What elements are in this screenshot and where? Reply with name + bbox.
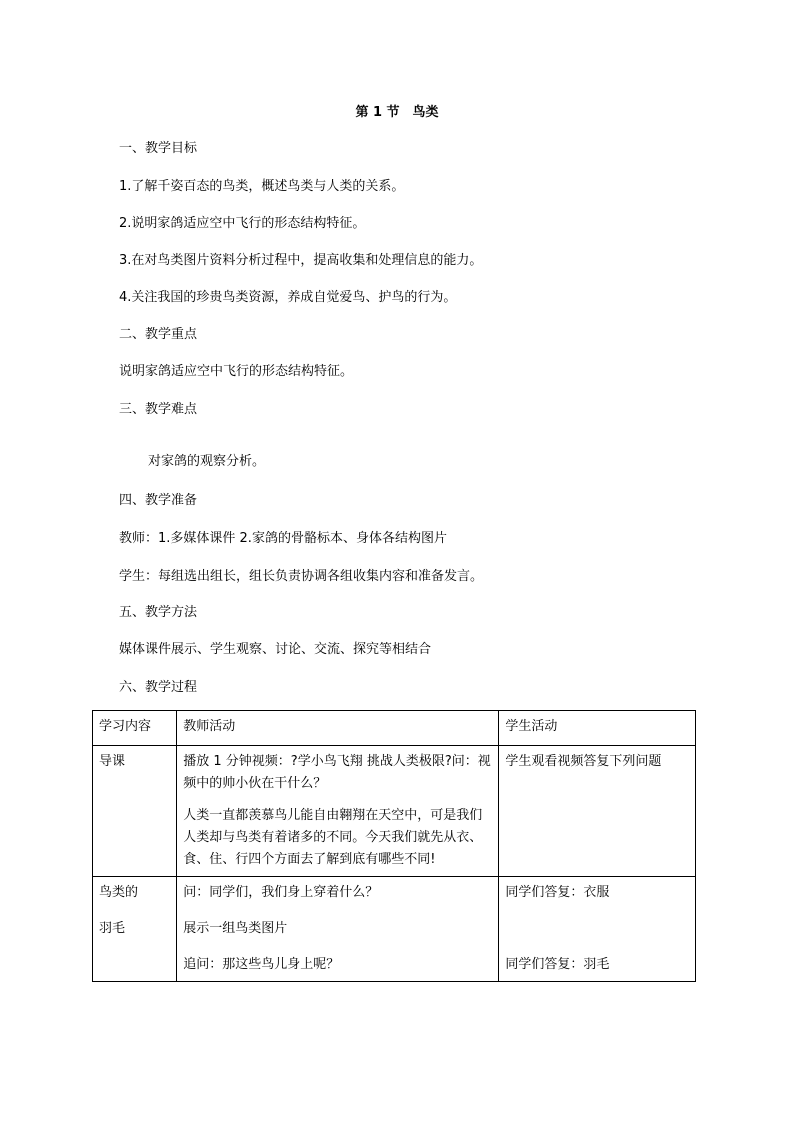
- difficulty-text: 对家鸽的观察分析。: [148, 454, 266, 469]
- key-points-heading: 二、教学重点: [119, 327, 198, 342]
- student-line: 同学们答复：羽毛: [505, 957, 610, 972]
- teacher-line: 追问：那这些鸟儿身上呢？: [183, 957, 340, 972]
- header-student: 学生活动: [499, 711, 696, 746]
- row-content: [93, 877, 177, 982]
- preparation-teacher: 教师：1.多媒体课件 2.家鸽的骨骼标本、身体各结构图片: [119, 531, 447, 546]
- preparation-heading: 四、教学准备: [119, 493, 198, 508]
- row-content: 导课: [93, 746, 177, 877]
- goal-item: 3.在对鸟类图片资料分析过程中，提高收集和处理信息的能力。: [119, 253, 483, 268]
- content-line: 羽毛: [99, 921, 126, 936]
- lesson-process-table: [92, 710, 696, 982]
- process-heading: 六、教学过程: [119, 680, 198, 695]
- preparation-student: 学生：每组选出组长，组长负责协调各组收集内容和准备发言。: [119, 569, 484, 584]
- teacher-line: 展示一组鸟类图片: [183, 921, 288, 936]
- header-content: 学习内容: [93, 711, 177, 746]
- method-heading: 五、教学方法: [119, 605, 198, 620]
- row-teacher-activity: [177, 877, 499, 982]
- goals-heading: 一、教学目标: [119, 141, 198, 156]
- teacher-line: 问：同学们，我们身上穿着什么？: [183, 885, 379, 900]
- table-header-row: [93, 711, 696, 746]
- goal-item: 4.关注我国的珍贵鸟类资源，养成自觉爱鸟、护鸟的行为。: [119, 290, 457, 305]
- row-teacher-activity: [177, 746, 499, 877]
- table-row: [93, 877, 696, 982]
- student-line: 同学们答复：衣服: [505, 885, 610, 900]
- difficulty-heading: 三、教学难点: [119, 402, 198, 417]
- content-line: 鸟类的: [99, 885, 139, 900]
- row-student-activity: [499, 877, 696, 982]
- page-title: 第 1 节 鸟类: [355, 105, 439, 120]
- goal-item: 2.说明家鸽适应空中飞行的形态结构特征。: [119, 216, 366, 231]
- goal-item: 1.了解千姿百态的鸟类，概述鸟类与人类的关系。: [119, 179, 405, 194]
- teacher-paragraph: 人类一直都羡慕鸟儿能自由翱翔在天空中，可是我们人类却与鸟类有着诸多的不同。今天我们就先从衣、食、住、行四个方面去了解到底有哪些不同!: [183, 808, 483, 867]
- header-teacher: 教师活动: [177, 711, 499, 746]
- row-student-activity: 学生观看视频答复下列问题: [499, 746, 696, 877]
- teacher-paragraph: 播放 1 分钟视频：?学小鸟飞翔 挑战人类极限?问：视频中的帅小伙在干什么？: [183, 754, 491, 791]
- method-text: 媒体课件展示、学生观察、讨论、交流、探究等相结合: [119, 642, 432, 657]
- table-row: [93, 746, 696, 877]
- key-points-text: 说明家鸽适应空中飞行的形态结构特征。: [119, 364, 354, 379]
